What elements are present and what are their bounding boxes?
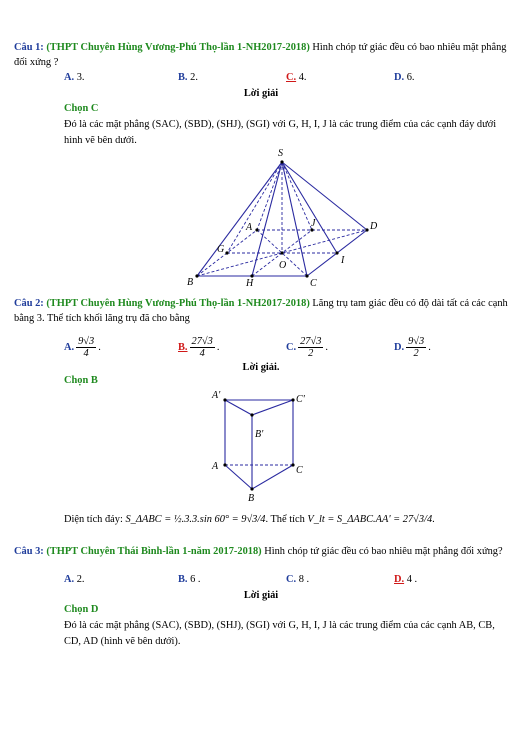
label-c: C — [310, 278, 317, 289]
label-g: G — [217, 244, 225, 255]
question-text: Hình chóp tứ giác đều có bao nhiêu mặt phẳng đối xứng? — [264, 546, 503, 557]
option-d[interactable]: D. 4 . — [394, 574, 418, 585]
option-c[interactable]: C. 4. — [286, 72, 307, 83]
question-1 — [14, 40, 508, 70]
label-a-prime: A' — [212, 390, 221, 401]
option-b[interactable]: B. $\frac{27√3}{4}$ . — [178, 336, 220, 359]
volume-solution: Diện tích đáy: S_ΔABC = ½.3.3.sin 60° = 9√3/4. Thể tích V_lt = S_ΔABC.AA' = 27√3/4. — [64, 514, 435, 525]
solution-title: Lời giải — [243, 590, 279, 601]
option-c[interactable]: C. $\frac{27√3}{2}$ . — [286, 336, 329, 359]
label-j: J — [311, 218, 316, 229]
option-d[interactable]: D. 6. — [394, 72, 415, 83]
volume-formula: V_lt = S_ΔABC.AA' = 27√3/4 — [307, 514, 433, 525]
label-b: B — [187, 277, 194, 288]
question-number: Câu 3: — [14, 546, 44, 557]
label-c-prime: C' — [296, 394, 305, 405]
label-a: A — [212, 461, 219, 472]
label-b: B — [248, 493, 255, 504]
prism-figure — [200, 385, 315, 505]
option-c[interactable]: C. 8 . — [286, 574, 310, 585]
q1-options — [64, 72, 504, 87]
solution-title: Lời giải — [243, 88, 279, 99]
answer-label: Chọn B — [64, 375, 98, 386]
option-a[interactable]: A. $\frac{9√3}{4}$ . — [64, 336, 101, 359]
question-text: Hình chóp tứ giác đều có bao nhiêu mặt phẳng đối xứng ? — [14, 42, 507, 68]
solution-text: Đó là các mặt phẳng (SAC), (SBD), (SHJ), (SGI) với G, H, I, J là các trung điểm của các cạnh đáy dưới hình vẽ bên dưới. — [64, 119, 497, 146]
answer-label: Chọn D — [64, 604, 99, 615]
question-3 — [14, 544, 508, 559]
label-a: A — [246, 222, 253, 233]
label-o: O — [279, 260, 287, 271]
question-source: (THPT Chuyên Hùng Vương-Phú Thọ-lần 1-NH2017-2018) — [46, 42, 310, 53]
label-s: S — [278, 148, 283, 159]
option-d[interactable]: D. $\frac{9√3}{2}$ . — [394, 336, 431, 359]
label-b-prime: B' — [255, 429, 264, 440]
q3-options — [64, 574, 504, 589]
q2-options — [64, 336, 504, 362]
question-number: Câu 2: — [14, 298, 44, 309]
question-text: Lăng trụ tam giác đều có độ dài tất cả các cạnh bằng 3. Thể tích khối lăng trụ đã cho bằng — [14, 298, 508, 324]
label-d: D — [370, 221, 378, 232]
solution-title: Lời giải. — [242, 362, 280, 373]
label-h: H — [246, 278, 254, 289]
pyramid-figure — [180, 145, 390, 290]
option-a[interactable]: A. 2. — [64, 574, 85, 585]
label-c: C — [296, 465, 303, 476]
option-b[interactable]: B. 6 . — [178, 574, 201, 585]
area-formula: S_ΔABC = ½.3.3.sin 60° = 9√3/4 — [125, 514, 266, 525]
solution-text: Đó là các mặt phẳng (SAC), (SBD), (SHJ), (SGI) với G, H, I, J là các trung điểm của các cạnh AB, CB, CD, AD (hình vẽ bên dưới). — [64, 620, 495, 647]
option-a[interactable]: A. 3. — [64, 72, 85, 83]
label-i: I — [341, 255, 345, 266]
question-source: (THPT Chuyên Thái Bình-lần 1-năm 2017-2018) — [46, 546, 262, 557]
question-source: (THPT Chuyên Hùng Vương-Phú Thọ-lần 1-NH2017-2018) — [46, 298, 310, 309]
question-2 — [14, 296, 508, 326]
question-number: Câu 1: — [14, 42, 44, 53]
answer-label: Chọn C — [64, 103, 99, 114]
option-b[interactable]: B. 2. — [178, 72, 198, 83]
